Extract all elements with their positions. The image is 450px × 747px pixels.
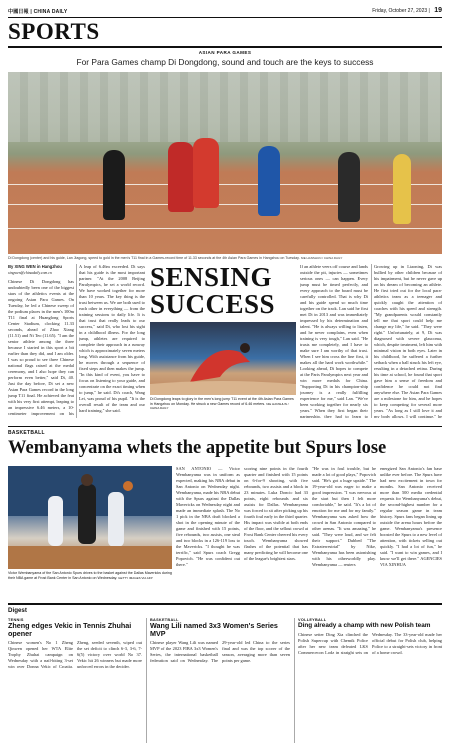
digest-text: Chinese setter Ding Xia clinched the Polish Supercup with Chemik Police after her new team defeated LKS Commercecon Lodz in straight sets on Wednesday. The 33-year-old made her official debut for Polish club, helping Police to a straight-sets victory in front of a home crowd. <box>298 631 442 655</box>
section-rule <box>8 46 442 48</box>
basketball-photo-caption: Victor Wembanyama of the San Antonio Spurs drives to the basket against the Dallas Mavericks during their NBA game at Frost Bank Center in San Antonio on Wednesday. GETTY IMAGES VIA AFP <box>8 571 172 580</box>
column-divider <box>294 618 295 743</box>
byline-email: xingwen@chinadaily.com.cn <box>8 271 52 275</box>
section-title: SPORTS <box>8 19 100 44</box>
feature-big-headline: SENSING SUCCESS <box>150 262 276 319</box>
basketball-column-2: scoring nine points in the fourth quarter and finished with 15 points on 6-for-9 shooting, with five rebounds, two assists and a block in 23 minutes. Luka Doncic had 33 points, eight rebounds and six assists for Dallas. Wembanyama was forced to sit after picking up his fourth foul early in the third quarter. His impact was visible at both ends of the floor, and the sellout crowd at Frost Bank Center cheered his every touch. Wembanyama showed flashes of the potential that has many predicting he will become one of the league's brightest stars. <box>244 466 308 561</box>
feature-photo-longjump <box>150 322 296 395</box>
feature-photo2-caption: Di Dongdong leaps to glory in the men's long jump T11 event at the 4th Asian Para Games in Hangzhou on Monday. He struck a new Games record of 6.46 meters. NIE HANSHUN / CHINA DAILY <box>150 397 294 411</box>
digest-category: BASKETBALL <box>150 618 179 622</box>
digest-text: Chinese player Wang Lili was named MVP of the 2023 FIBA 3x3 Women's Series, the international basketball federation said on Wednesday. The 29-year-old led China to the series final and was the top scorer of the season, averaging more than seven points per game. <box>150 639 290 663</box>
newspaper-name: 中國日報 | CHINA DAILY <box>8 9 68 15</box>
digest-rule <box>8 603 442 605</box>
feature-kicker: ASIAN PARA GAMES <box>198 50 252 55</box>
digest-item <box>8 618 142 743</box>
basketball-column-3: "He was in foul trouble, but he made a lot of good plays," Popovich said. "He's got a huge upside." The 19-year-old was eager to make a good impression. "I was nervous at the start but then I felt more comfortable," he said. "It's a lot of emotion for me and for my family." Wembanyama was asked how the crowd in San Antonio compared to other arenas. "It was amazing," he said. "They were loud, and we felt their support." Dubbed "The Extraterrestrial" by Nike, Wembanyama has been astonishing with his otherworldly play. Wembanyama — reuters <box>312 466 376 567</box>
feature-column-1: By XING WEN in Hangzhou xingwen@chinadaily.com.cn Chinese Di Dongdong has undoubtedly been one of the biggest stars of the athletics events at the ongoing Asian Para Games. On Tuesday, he led a Chinese sweep of the podium places in the men's 100m T11 final at Huanglong Sports Center Stadium, clocking 11.33 seconds, ahead of Zhao Xiang (11.51) and Ni Teo (11.65). "I am the senior athlete among the three because I started in this sport a bit earlier than they did, and I am older. I was so proud to see three Chinese national flags raised at the medal ceremony, and I also hope they can perform even better," said Di, 40. Just the day before, Di set a new Asian Para Games record in the long jump T11 final. He achieved the feat with his very first attempt, leaping to an impressive 6.46 meters, a 10-centimeter improvement on his <box>8 264 74 416</box>
digest-headline: Zheng edges Vekic in Tennis Zhuhai opener <box>8 621 132 638</box>
digest-item <box>150 618 290 743</box>
feature-subheadline: For Para Games champ Di Dongdong, sound and touch are the keys to success <box>76 57 374 67</box>
column-divider <box>371 264 372 418</box>
feature-column-2: A leap of 6.46m exceeded. Di says that his guide is the most important partner. "At the 2008 Beijing Paralympics, he set a world record. We have worked together for more than 10 years. The key thing is the trust between us. We are both used to each other in everything — from the training sessions to daily life. It is that trust that really leads to our success," said Di, who lost his sight in a childhood illness. For the long jump, athletes are required to complete their approach in a runway which is approximately seven meters long. With assistance from his guide, he moves through a sequence of fixed steps and then makes the jump. "In this kind of event, you have to focus on listening to your guide, and concentrate on the exact timing when to jump," he said. Di's coach, Wang Lei, was proud of his pupil. "It is the overall result of the team and our hard training," she said. <box>79 264 145 413</box>
feature-photo-caption: Di Dongdong (center) and his guide, Lan Jiagong, speed to gold in the men's T11 final in a Games-record time of 11.33 seconds at the 4th Asian Para Games in Hangzhou on Tuesday. NIE HANSHUN / CHINA DAILY <box>8 256 343 260</box>
basketball-column-4: energized San Antonio's fan base unlike ever before. The Spurs have had new excitement in town for months. San Antonio received more than 500 media credential requests for Wembanyama's debut, the second-highest number for a regular season game in team history. Spurs fans began lining up outside the arena hours before the game. Wembanyama's presence boosted the Spurs to a new level of attention, with tickets selling out quickly. "I had a lot of fun," he said. "I want to win games, and I know we'll get there." AGENCIES VIA XINHUA <box>380 466 442 567</box>
feature-column-4: Growing up in Liaoning, Di was bullied by other children because of his impairment, but he never gave up on his dream of becoming an athlete. He first tried out for the local para-athletics team as a teenager and quickly caught the attention of coaches with his speed and strength. "My grandparents would constantly tell me that sport could help me change my life," he said. "They were right." Unfortunately, at 9, Di was diagnosed with severe glaucoma, which, despite treatment, left him with minimal vision in both eyes. Later in his childhood, he suffered a further setback when a ball struck his left eye, resulting in a detached retina. During his time at school, he found that sport gave him a sense of freedom and confidence he could not find anywhere else. The Asian Para Games are a milestone for him, and he hopes to keep competing for several more years. "As long as I still love it and my body allows, I will continue," he <box>374 264 442 418</box>
basketball-photo <box>8 466 172 569</box>
masthead-rule <box>8 17 442 18</box>
basketball-headline: Wembanyama whets the appetite but Spurs lose <box>8 438 387 458</box>
digest-category: VOLLEYBALL <box>298 618 327 622</box>
column-divider <box>146 618 147 743</box>
digest-headline: Ding already a champ with new Polish team <box>298 622 431 629</box>
digest-headline: Wang Lili named 3x3 Women's Series MVP <box>150 621 278 638</box>
date-page: Friday, October 27, 2023 | 19 <box>372 7 442 14</box>
feature-photo <box>8 72 442 254</box>
byline: By XING WEN in Hangzhou <box>8 264 62 269</box>
basketball-rule <box>8 426 442 427</box>
basketball-column-1: SAN ANTONIO — Victor Wembanyama was in uniform as expected, making his NBA debut in San Antonio on Wednesday night. Wembanyama, made his NBA debut with the Spurs against the Dallas Mavericks on Wednesday night and made an immediate splash. The No 1 pick in the NBA draft blocked a shot in the opening minute of the game and finished with 15 points, five rebounds, two assists, one steal and two blocks in a 126-119 loss to the Mavericks. "I thought he was terrific," said Spurs coach Gregg Popovich. "He was confident out there." <box>176 466 240 567</box>
digest-item <box>298 618 442 743</box>
digest-category: TENNIS <box>8 618 24 622</box>
page-number: 19 <box>434 7 442 14</box>
feature-column-3: If an athlete veers off course and lands outside the pit, injuries — sometimes serious ones — can happen. Every jump must be timed perfectly, and every approach to the board must be carefully controlled. That is why Di and his guide spend so much time together on the track. Lan said he first met Di in 2013 and was immediately impressed by his determination and talent. "He is always willing to listen, and he never complains, even when training is very tough," Lan said. "He trusts me completely, and I have to make sure I am worthy of that trust. When I see him cross the line first, it makes all the hard work worthwhile." Looking ahead, Di hopes to compete at the Paris Paralympics next year and win more medals for China. "Supporting Di in his champion-ship journey is a really fulfilling experience for me," said Lan. "We've been working together for nearly six years." When they first began their partnership, they had to learn to <box>300 264 368 418</box>
basketball-label: BASKETBALL <box>8 430 45 436</box>
digest-title: Digest <box>8 607 27 614</box>
digest-text: Chinese women's No 1 Zheng Qinwen opened her WTA Elite Trophy Zhuhai campaign on Wednesday with a nail-biting 3-set win over Donna Vekic of Croatia. Zheng, seeded seventh, wiped out the set deficit to clinch 6-3, 3-6, 7-6(5) victory over world No 37. Vekic hit 26 winners but made more unforced errors in the decider. <box>8 639 142 669</box>
masthead <box>8 6 442 16</box>
column-divider <box>76 264 77 418</box>
